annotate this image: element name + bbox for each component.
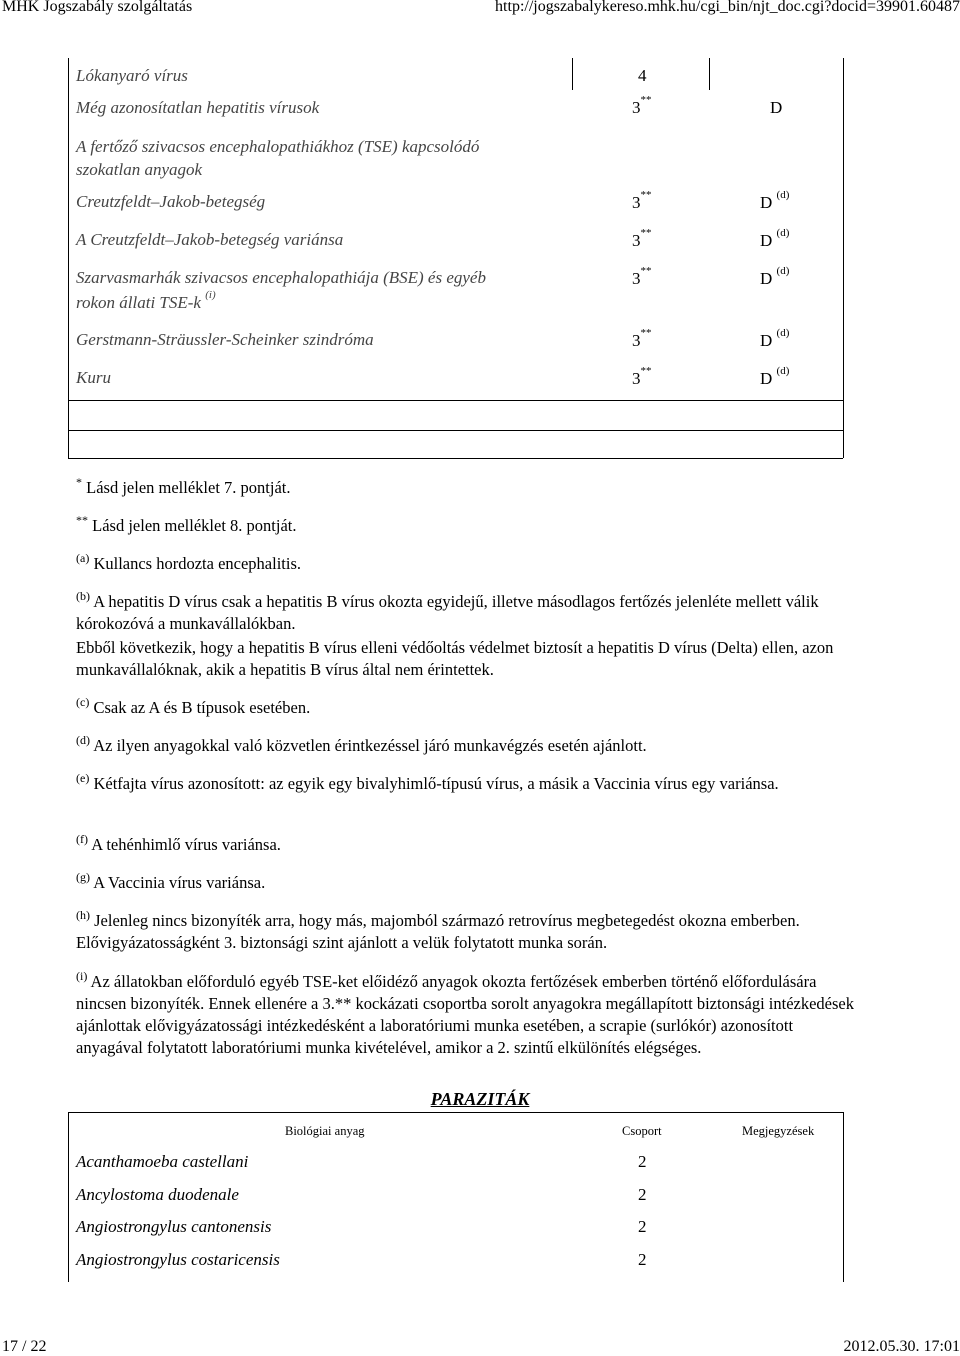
note: D (770, 98, 783, 117)
footnote: $^{(h)}$ Jelenleg nincs bizonyíték arra, hogy más, majomból származó retrovírus megbetegedést okozna emberben. Elővigyázatosságként 3. biztonsági szint ajánlott a velük folytatott munka során. (76, 908, 800, 952)
agent-name: A Creutzfeldt–Jakob-betegség variánsa (76, 230, 344, 249)
risk-group: 2 (638, 1185, 647, 1204)
agent-name: Creutzfeldt–Jakob-betegség (76, 192, 266, 211)
table-col-divider-1 (572, 58, 573, 90)
footnote-cont: Ebből következik, hogy a hepatitis B vírus elleni védőoltás védelmet biztosít a hepatitis D vírus (Delta) ellen, azon munkavállalóknak, akik a hepatitis B vírus által nem érintettek. (76, 638, 834, 679)
table-border-left (68, 58, 69, 458)
risk-group: 3** (632, 227, 652, 250)
footnote: $^{(i)}$ Az állatokban előforduló egyéb TSE-ket előidéző anyagok okozta fertőzések emberben történő előfordulására nincsen bizonyíték. Ennek ellenére a 3.** kockázati csoportba sorolt anyagokra megállapított biztonsági intézkedések ajánlottak elővigyázatossági intézkedésként a laboratóriumi munka esetében, a scrapie (surlókór) azonosított anyagával folytatott laboratóriumi munka kivételével, amikor a 2. szintű elkülönítés elégséges. (76, 969, 854, 1057)
footnote: $^{(e)}$ Kétfajta vírus azonosított: az egyik egy bivalyhimlő-típusú vírus, a másik a Vaccinia vírus egy variánsa. (76, 771, 779, 793)
agent-name: Kuru (76, 368, 111, 387)
table-border-right (843, 58, 844, 458)
risk-group: 2 (638, 1250, 647, 1269)
agent-name: Gerstmann-Sträussler-Scheinker szindróma (76, 330, 374, 349)
header-url[interactable]: http://jogszabalykereso.mhk.hu/cgi_bin/njt_doc.cgi?docid=39901.60487 (495, 0, 960, 15)
agent-name-cont: szokatlan anyagok (76, 160, 203, 179)
note: D $^{(d)}$ (760, 327, 790, 350)
footnote: $^{(d)}$ Az ilyen anyagokkal való közvetlen érintkezéssel járó munkavégzés esetén ajánlott. (76, 733, 647, 755)
agent-name: Angiostrongylus cantonensis (76, 1217, 272, 1236)
agent-name-cont: rokon állati TSE-k $^{(i)}$ (76, 289, 216, 312)
section-title: PARAZITÁK (430, 1089, 530, 1109)
footnote: $^{(c)}$ Csak az A és B típusok esetében. (76, 695, 311, 717)
footnote: $^{(b)}$ A hepatitis D vírus csak a hepatitis B vírus okozta egyidejű, illetve másodlagos fertőzés jelenléte mellett válik kórokozóvá a munkavállalókban. (76, 589, 819, 633)
table-row-divider (68, 400, 843, 401)
agent-name: Lókanyaró vírus (76, 66, 188, 85)
parasite-table-right (843, 1112, 844, 1282)
table-bottom-border (68, 458, 843, 459)
footnote: $^{(f)}$ A tehénhimlő vírus variánsa. (76, 832, 281, 854)
risk-group: 3** (632, 265, 652, 288)
agent-name: Ancylostoma duodenale (76, 1185, 239, 1204)
risk-group: 3** (632, 365, 652, 388)
risk-group: 3** (632, 189, 652, 212)
header-site-name: MHK Jogszabály szolgáltatás (2, 0, 193, 15)
table-col-divider-2 (709, 58, 710, 90)
agent-name: Angiostrongylus costaricensis (76, 1250, 280, 1269)
note: D $^{(d)}$ (760, 365, 790, 388)
table-row-divider (68, 430, 843, 431)
print-timestamp: 2012.05.30. 17:01 (843, 1338, 960, 1355)
risk-group: 3** (632, 327, 652, 350)
agent-name: Még azonosítatlan hepatitis vírusok (76, 98, 320, 117)
parasite-table-left (68, 1112, 69, 1282)
note: D $^{(d)}$ (760, 189, 790, 212)
footnote: ** Lásd jelen melléklet 8. pontját. (76, 513, 297, 535)
risk-group: 4 (638, 66, 647, 85)
risk-group: 2 (638, 1217, 647, 1236)
footnote: $^{(g)}$ A Vaccinia vírus variánsa. (76, 870, 266, 892)
footnote: * Lásd jelen melléklet 7. pontját. (76, 475, 291, 497)
parasite-table-top (68, 1112, 843, 1113)
col-header-agent: Biológiai anyag (285, 1124, 365, 1138)
risk-group: 3** (632, 94, 652, 117)
note: D $^{(d)}$ (760, 227, 790, 250)
footnote: $^{(a)}$ Kullancs hordozta encephalitis. (76, 551, 302, 573)
agent-name: A fertőző szivacsos encephalopathiákhoz (TSE) kapcsolódó (76, 137, 480, 156)
agent-name: Acanthamoeba castellani (76, 1152, 249, 1171)
col-header-notes: Megjegyzések (742, 1124, 815, 1138)
note: D $^{(d)}$ (760, 265, 790, 288)
risk-group: 2 (638, 1152, 647, 1171)
agent-name: Szarvasmarhák szivacsos encephalopathiája (BSE) és egyéb (76, 268, 486, 287)
col-header-group: Csoport (622, 1124, 662, 1138)
page-number: 17 / 22 (2, 1338, 47, 1355)
